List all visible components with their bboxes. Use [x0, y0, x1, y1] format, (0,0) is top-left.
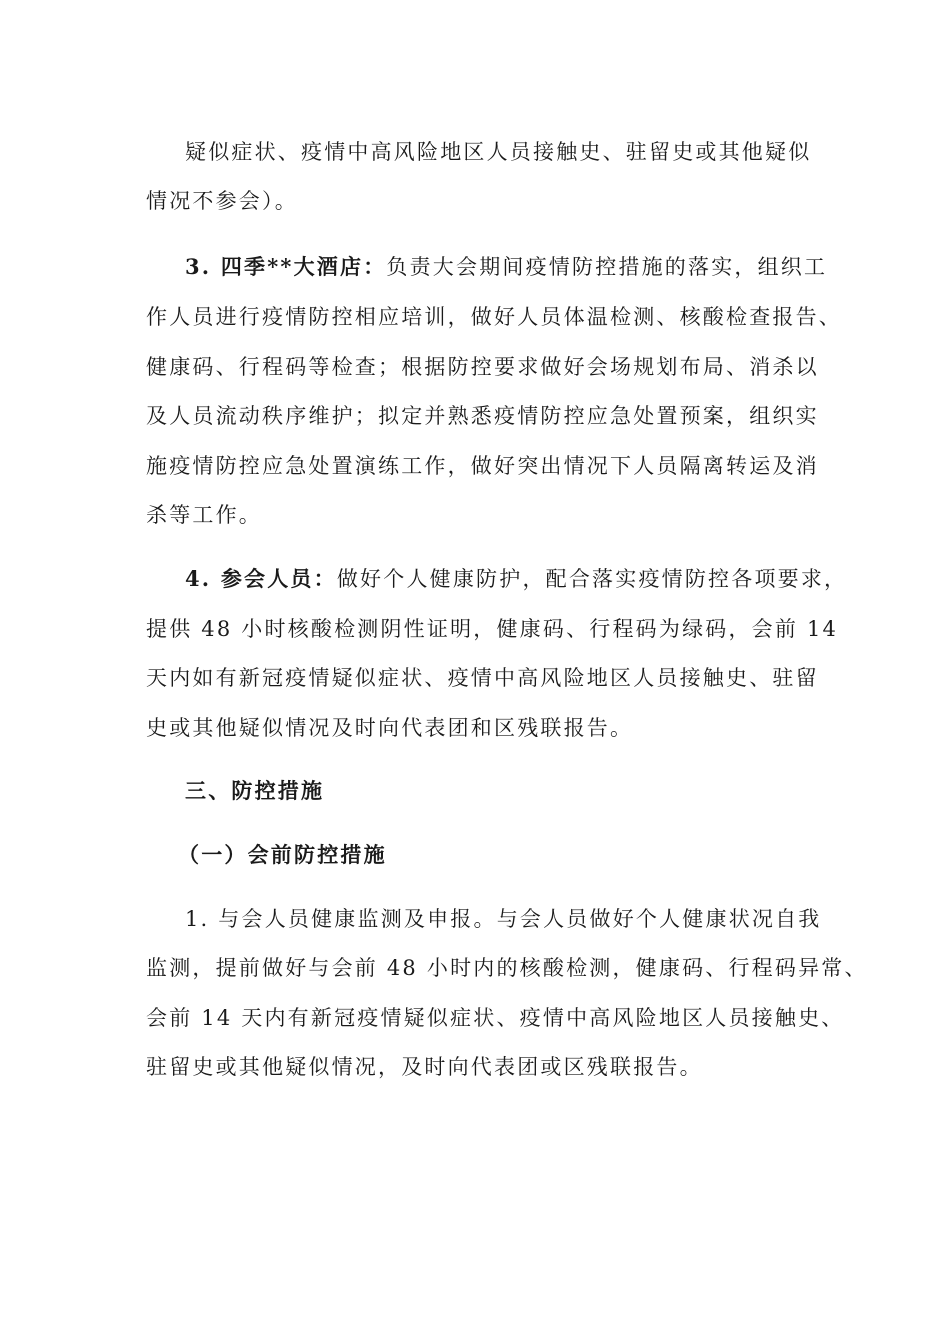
item-label: 3. 四季**大酒店： [185, 254, 387, 279]
paragraph-line: 1. 与会人员健康监测及申报。与会人员做好个人健康状况自我 [185, 907, 822, 931]
paragraph-line: 及人员流动秩序维护；拟定并熟悉疫情防控应急处置预案，组织实 [146, 404, 819, 428]
paragraph-line: 天内如有新冠疫情疑似症状、疫情中高风险地区人员接触史、驻留 [146, 666, 819, 690]
paragraph-line: 施疫情防控应急处置演练工作，做好突出情况下人员隔离转运及消 [146, 454, 819, 478]
paragraph-line: 杀等工作。 [146, 503, 262, 527]
item-label: 4. 参会人员： [185, 566, 337, 591]
paragraph-line: 作人员进行疫情防控相应培训，做好人员体温检测、核酸检查报告、 [146, 305, 842, 329]
paragraph-line [185, 564, 847, 594]
paragraph-line [185, 252, 827, 282]
paragraph-line: 提供 48 小时核酸检测阴性证明，健康码、行程码为绿码，会前 14 [146, 617, 839, 641]
paragraph-line: 情况不参会）。 [146, 189, 298, 213]
paragraph-line: 健康码、行程码等检查；根据防控要求做好会场规划布局、消杀以 [146, 355, 819, 379]
section-heading: 三、防控措施 [185, 778, 325, 803]
item-text: 负责大会期间疫情防控措施的落实，组织工 [386, 255, 828, 279]
subsection-heading: （一）会前防控措施 [178, 842, 387, 867]
item-text: 做好个人健康防护，配合落实疫情防控各项要求， [336, 567, 848, 591]
paragraph-line: 史或其他疑似情况及时向代表团和区残联报告。 [146, 716, 634, 740]
paragraph-line: 监测，提前做好与会前 48 小时内的核酸检测，健康码、行程码异常、 [146, 956, 868, 980]
paragraph-line: 会前 14 天内有新冠疫情疑似症状、疫情中高风险地区人员接触史、 [146, 1006, 845, 1030]
paragraph-line: 驻留史或其他疑似情况，及时向代表团或区残联报告。 [146, 1055, 703, 1079]
paragraph-line: 疑似症状、疫情中高风险地区人员接触史、驻留史或其他疑似 [185, 140, 812, 164]
